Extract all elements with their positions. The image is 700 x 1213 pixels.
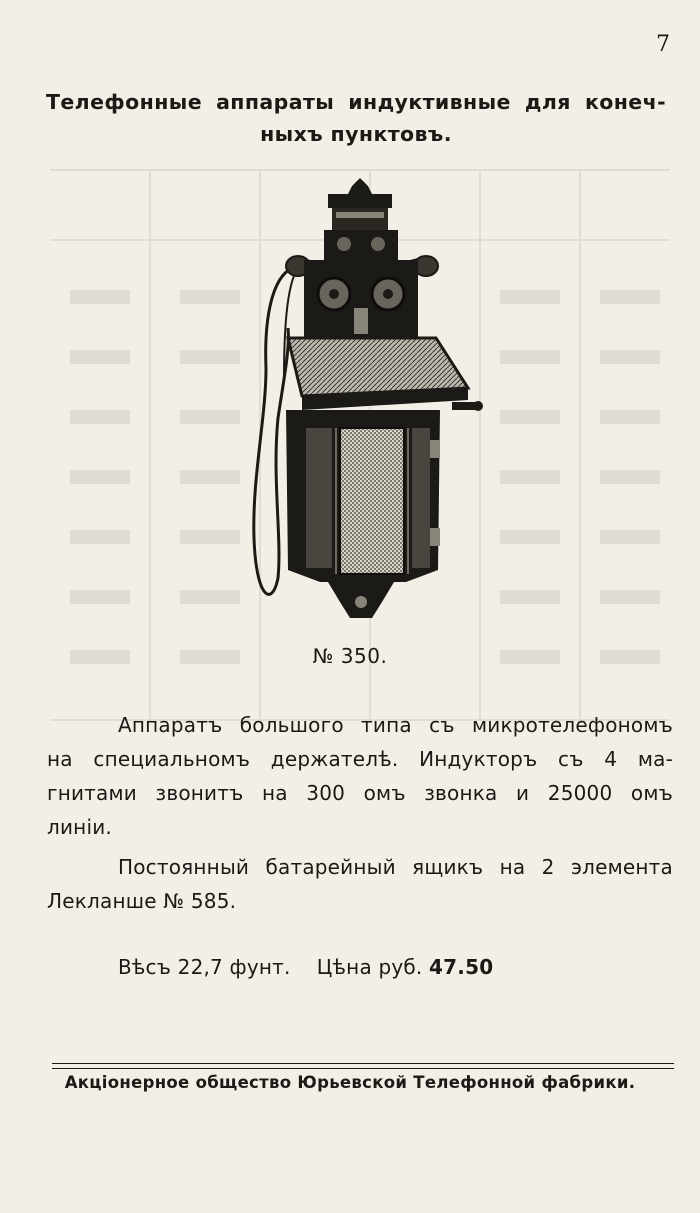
description-line-4: линiи. [47, 815, 112, 839]
weight-price-line [47, 950, 673, 984]
battery-paragraph [47, 850, 673, 918]
description-line-2: на специальномъ держателѣ. Индукторъ съ 4 ма- [47, 747, 673, 771]
battery-line-2: Лекланше № 585. [47, 889, 237, 913]
wall-telephone-illustration [232, 178, 492, 628]
description-line-3: гнитами звонитъ на 300 омъ звонка и 25000 омъ [47, 781, 673, 805]
heading-line-1: Телефонные аппараты индуктивные для конеч- [46, 90, 666, 114]
battery-line-1: Постоянный батарейный ящикъ на 2 элемента [118, 855, 673, 879]
price-label: Цѣна руб. [316, 955, 423, 979]
price-value: 47.50 [429, 955, 494, 979]
page-number: 7 [656, 32, 670, 57]
figure-caption: № 350. [312, 644, 388, 668]
description-line-1: Аппаратъ большого типа съ микротелефономъ [118, 713, 673, 737]
weight-text: Вѣсъ 22,7 фунт. [118, 955, 291, 979]
footer-divider-thick [52, 1063, 674, 1064]
section-heading [46, 86, 666, 150]
description-paragraph [47, 708, 673, 844]
company-footer: Акцiонерное общество Юрьевской Телефонной фабрики. [64, 1073, 636, 1092]
heading-line-2: ныхъ пунктовъ. [260, 122, 452, 146]
footer-divider-thin [52, 1068, 674, 1069]
